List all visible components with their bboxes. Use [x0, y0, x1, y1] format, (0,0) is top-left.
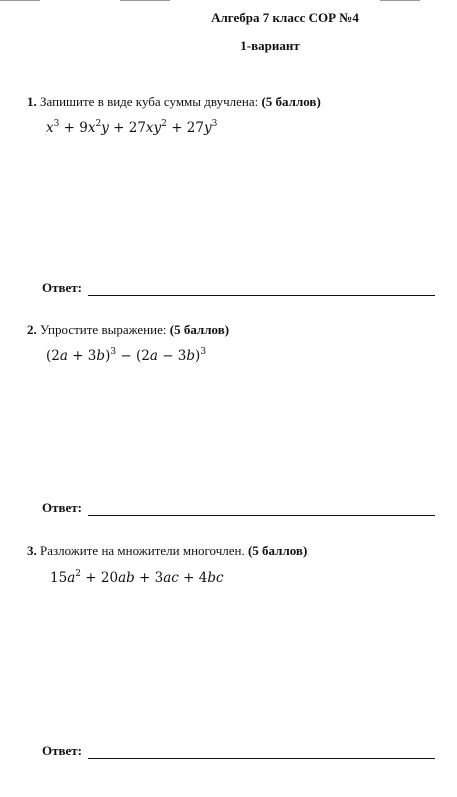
formula-task-2: $(2a + 3b)^3 - (2a - 3b)^3$ — [46, 347, 207, 364]
task-text: Разложите на множители многочлен. — [40, 543, 245, 558]
scan-edge-mark — [380, 0, 420, 1]
task-number: 2. — [27, 322, 37, 337]
answer-blank[interactable] — [88, 503, 435, 516]
task-points: (5 баллов) — [247, 543, 308, 558]
task-3 — [27, 543, 307, 559]
scan-edge-mark — [120, 0, 170, 1]
task-text: Упростите выражение: — [40, 322, 167, 337]
task-number: 1. — [27, 94, 37, 109]
answer-label: Ответ: — [42, 280, 83, 295]
variant-label: 1-вариант — [240, 38, 300, 53]
answer-blank[interactable] — [88, 283, 435, 296]
task-text: Запишите в виде куба суммы двучлена: — [40, 94, 259, 109]
task-2 — [27, 322, 229, 338]
answer-blank[interactable] — [88, 746, 435, 759]
formula-task-1: $x^3 + 9x^2y + 27xy^2 + 27y^3$ — [46, 119, 218, 136]
task-number: 3. — [27, 543, 37, 558]
answer-line-1[interactable] — [42, 280, 435, 296]
page-title: Алгебра 7 класс СОР №4 — [211, 10, 359, 25]
task-points: (5 баллов) — [261, 94, 321, 109]
answer-line-2[interactable] — [42, 500, 435, 516]
scan-edge-mark — [0, 0, 40, 1]
task-points: (5 баллов) — [169, 322, 230, 337]
answer-label: Ответ: — [42, 500, 83, 515]
answer-line-3[interactable] — [42, 743, 435, 759]
answer-label: Ответ: — [42, 743, 83, 758]
formula-task-3: $15a^2 + 20ab + 3ac + 4bc$ — [50, 569, 224, 586]
task-1 — [27, 94, 321, 110]
